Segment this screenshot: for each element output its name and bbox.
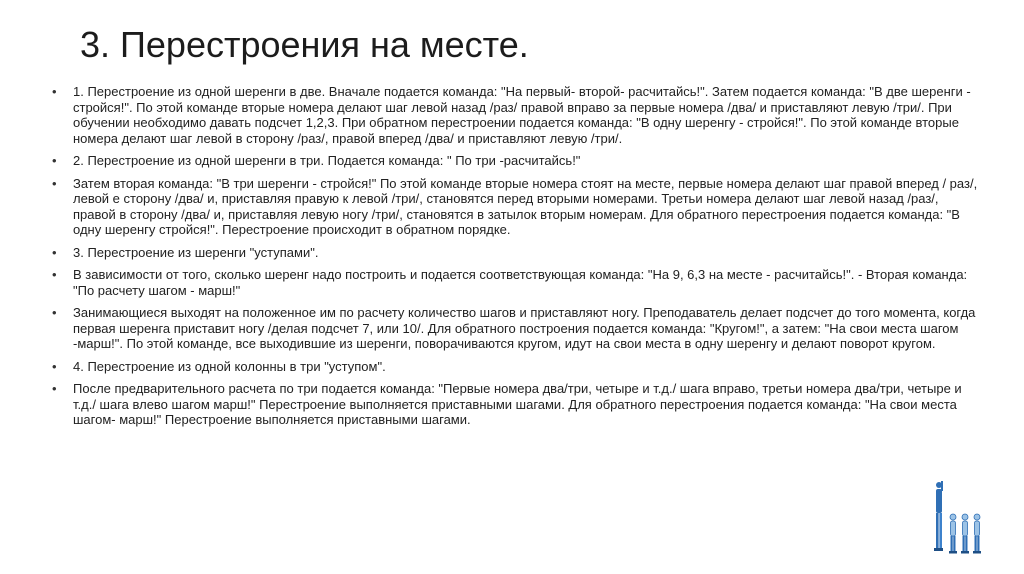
bullet-dot: • [52, 305, 57, 320]
list-item-text: Затем вторая команда: "В три шеренги - стройся!" По этой команде вторые номера стоят на месте, первые номера делают шаг правой вперед / раз/, левой е сторону /два/ и, приставляя правую к левой /три/, становятся перед вторыми номерами. Третьи номера делают шаг левой назад /раз/, правой в сторону /два/ и, приставляя левую ногу /три/, становятся в затылок вторым номерам. Для обратного перестроения подается команда: "В одну шеренгу стройся!". Перестроение происходит в обратном порядке. [73, 175, 978, 237]
bullet-list [52, 84, 982, 435]
list-item-text: Занимающиеся выходят на положенное им по расчету количество шагов и приставляют ногу. Преподаватель делает подсчет до того момента, когда первая шеренга приставит ногу /делая подсчет 7, или 10/. Для обратного построения подается команда: "Кругом!", а затем: "На свои места шагом -марш!". По этой команде, все выходившие из шеренги, поворачиваются кругом, идут на свои места в одну шеренгу и делают поворот кругом. [73, 305, 976, 351]
list-item-text: 3. Перестроение из шеренги "уступами". [73, 244, 319, 260]
bullet-dot: • [52, 381, 57, 396]
bullet-dot: • [52, 244, 57, 260]
list-item [52, 176, 982, 238]
list-item-text: 1. Перестроение из одной шеренги в две. Вначале подается команда: "На первый- второй- расчитайсь!". Затем подается команда: "В две шеренги - стройся!". По этой команде вторые номера делают шаг левой назад /раз/ правой вправо за первые номера /два/ и приставляют левую /три/. При обучении необходимо давать подсчет 1,2,3. При обратном перестроении подается команда: "В одну шеренгу - стройся!". По этой команде вторые номера делают шаг левой в сторону /раз/, правой вперед /два/ и приставляют левую /три/. [73, 84, 971, 146]
list-item [52, 267, 982, 298]
list-item-text: 4. Перестроение из одной колонны в три "уступом". [73, 358, 386, 374]
list-item [52, 84, 982, 146]
list-item-text: 2. Перестроение из одной шеренги в три. Подается команда: " По три -расчитайсь!" [73, 153, 581, 168]
list-item [52, 245, 982, 261]
list-item [52, 153, 982, 169]
list-item [52, 305, 982, 352]
bullet-dot: • [52, 153, 57, 168]
list-item [52, 359, 982, 375]
figure-1-icon [934, 481, 943, 551]
page-title: 3. Перестроения на месте. [80, 24, 529, 65]
list-item [52, 381, 982, 428]
figure-3-icon [961, 514, 969, 554]
bullet-dot: • [52, 358, 57, 374]
bullet-dot: • [52, 84, 57, 99]
bullet-dot: • [52, 267, 57, 282]
marching-figures-icon [928, 480, 988, 560]
bullet-dot: • [52, 175, 57, 191]
figure-4-icon [973, 514, 981, 554]
figure-2-icon [949, 514, 957, 554]
list-item-text: В зависимости от того, сколько шеренг надо построить и подается соответствующая команда: "На 9, 6,3 на месте - расчитайсь!". - Вторая команда: "По расчету шагом - марш!" [73, 267, 968, 298]
list-item-text: После предварительного расчета по три подается команда: "Первые номера два/три, четыре и т.д./ шага вправо, третьи номера два/три, четыре и т.д./ шага влево шагом марш!" Перестроение выполняется приставными шагами. Для обратного перестроения подается команда: "На свои места шагом- марш!" Перестроение выполняется приставными шагами. [73, 381, 962, 427]
